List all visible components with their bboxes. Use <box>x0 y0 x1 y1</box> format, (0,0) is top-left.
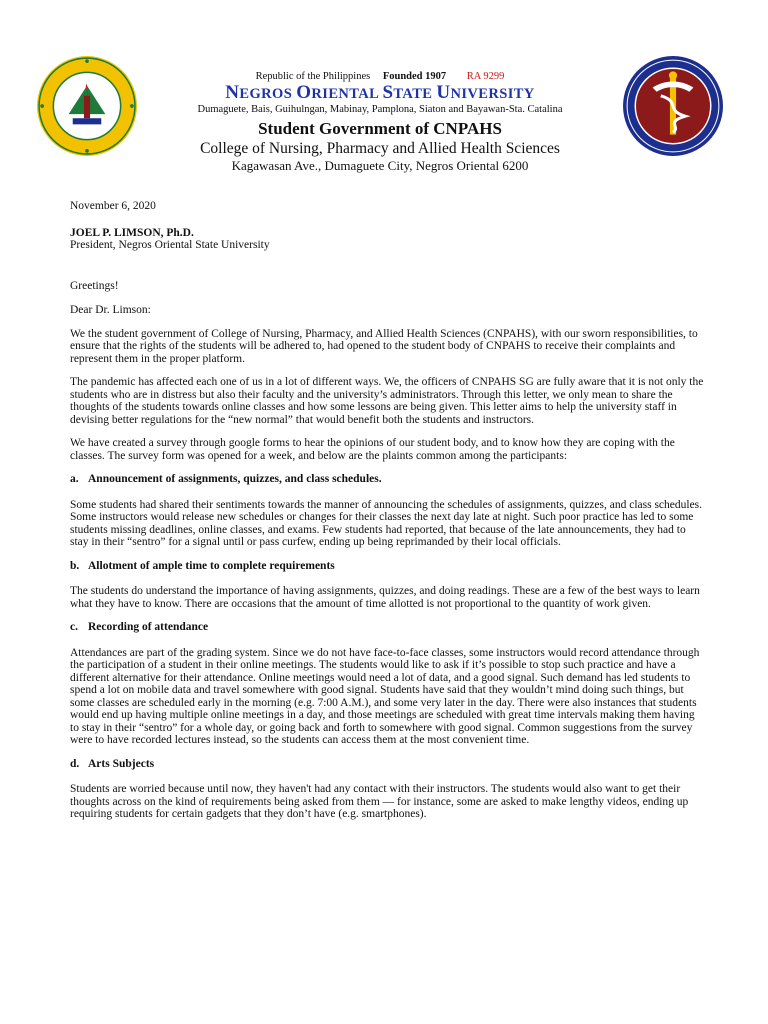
uni-rest-4: NIVERSITY <box>450 86 535 102</box>
letterhead-line1 <box>120 70 640 84</box>
section-title: Arts Subjects <box>88 757 155 770</box>
section-heading-d <box>70 758 706 771</box>
campuses-text: Dumaguete, Bais, Guihulngan, Mabinay, Pamplona, Siaton and Bayawan-Sta. Catalina <box>197 104 563 115</box>
uni-cap-u: U <box>436 82 451 103</box>
intro-paragraph-2: The pandemic has affected each one of us in a lot of different ways. We, the officers of CNPAHS SG are fully aware that it is not only the students who are in distress but also their faculty and the university’s administrators. Through this letter, we only mean to share the thoughts of the students towards online classes and how some lessons are being given. This letter aims to help the university staff in devising better regulations for the “new normal” that would benefit both the students and instructors. <box>70 376 704 426</box>
republic-text: Republic of the Philippines <box>255 71 371 82</box>
letter-date: November 6, 2020 <box>70 200 156 212</box>
uni-rest-2: RIENTAL <box>311 86 383 102</box>
uni-cap-o: O <box>296 82 312 103</box>
student-government-title: Student Government of CNPAHS <box>258 119 502 138</box>
intro-paragraph-3: We have created a survey through google forms to hear the opinions of our student body, and to know how they are coping with the classes. The survey form was opened for a week, and below are the plaints common among the participants: <box>70 437 675 462</box>
uni-rest-1: EGROS <box>239 86 297 102</box>
greeting: Greetings! <box>70 279 119 292</box>
recipient-title: President, Negros Oriental State University <box>70 239 270 251</box>
section-heading-b <box>70 560 706 573</box>
uni-cap-s: S <box>382 82 394 103</box>
section-title: Allotment of ample time to complete requirements <box>88 559 335 572</box>
section-heading-a <box>70 473 706 486</box>
salutation: Dear Dr. Limson: <box>70 304 151 316</box>
section-title: Recording of attendance <box>88 621 209 633</box>
section-text-b: The students do understand the importance of having assignments, quizzes, and doing readings. These are a few of the best ways to learn what they have to know. There are occasions that the amount of time allotted is not proportional to the quantity of work given. <box>70 585 700 610</box>
ra-text: RA 9299 <box>466 71 505 82</box>
college-address: Kagawasan Ave., Dumaguete City, Negros Oriental 6200 <box>231 158 529 173</box>
founded-text: Founded 1907 <box>382 71 447 82</box>
section-text-d: Students are worried because until now, they haven't had any contact with their instructors. The students would also want to get their thoughts across on the kind of requirements being asked from them — for instance, some are asked to make lengthy videos, ending up requiring students for certain gadgets that they don’t have (e.g. smartphones). <box>70 783 689 820</box>
section-text-c: Attendances are part of the grading system. Since we do not have face-to-face classes, some instructors would record attendance through the participation of a student in their online meetings. The students would like to ask if it’s possible to stop such practice and have a different alternative for their attendance. Online meetings would need a lot of data, and a good signal. Such demand has led students to spend a lot on mobile data and travel somewhere with good signal. Students have said that they wouldn’t mind doing such things, but some classes are scheduled early in the morning (e.g. 7:00 A.M.), and some very later in the day. There were also instances that students would end up having multiple online meetings in a day, and those meetings are scheduled with great time intervals making them having to stay in their “sentro” for a whole day, or going back and forth to somewhere with good signal. Common suggestions from the survey were to have recorded lectures instead, so the students can access them at the most convenient time. <box>70 646 700 746</box>
intro-paragraph-1: We the student government of College of Nursing, Pharmacy, and Allied Health Sciences (CNPAHS), with our sworn responsibilities, to ensure that the rights of the students will be adhered to, had opened to the student body of CNPAHS to receive their complaints and represent them in the proper platform. <box>70 327 698 365</box>
section-marker: d. <box>70 757 80 770</box>
recipient-block <box>70 227 706 252</box>
university-name <box>120 84 640 103</box>
letter-body <box>70 200 706 832</box>
college-name: College of Nursing, Pharmacy and Allied Health Sciences <box>200 140 560 157</box>
section-text-a: Some students had shared their sentiments towards the manner of announcing the schedules of assignments, quizzes, and class schedules. Some instructors would release new schedules or changes for their classes the next day late at night. Such poor practice has led to some students missing deadlines, online classes, and exams. Few students had reported, that because of the late announcements, they had to stay in their “sentro” for a signal until or pass curfew, ending up being reprimanded by their local officials. <box>70 498 703 548</box>
section-marker: c. <box>70 621 78 633</box>
uni-rest-3: TATE <box>393 86 437 102</box>
section-marker: a. <box>70 473 79 485</box>
uni-cap-n: N <box>225 82 240 103</box>
letterhead <box>120 70 640 174</box>
recipient-name: JOEL P. LIMSON, Ph.D. <box>70 226 194 239</box>
section-heading-c <box>70 621 706 634</box>
section-title: Announcement of assignments, quizzes, and class schedules. <box>88 473 382 485</box>
section-marker: b. <box>70 559 80 572</box>
